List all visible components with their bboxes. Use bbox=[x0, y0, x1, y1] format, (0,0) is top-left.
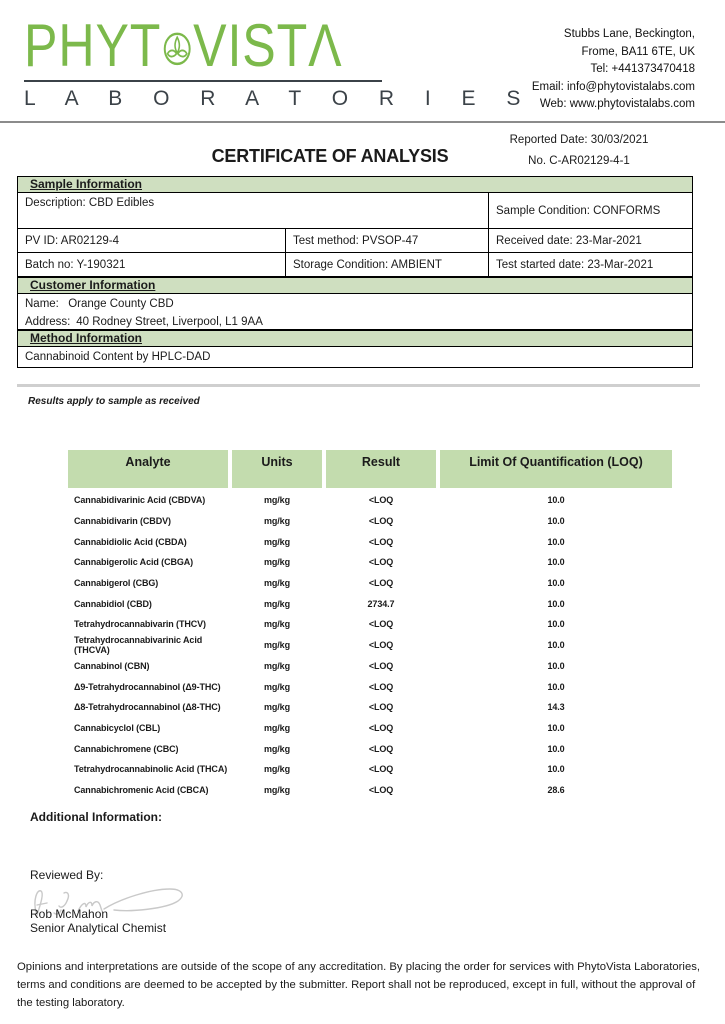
results-table bbox=[68, 450, 672, 800]
column-header-result: Result bbox=[326, 450, 436, 488]
analyte-cell: Tetrahydrocannabivarinic Acid (THCVA) bbox=[74, 635, 203, 656]
brand-logo bbox=[24, 11, 533, 111]
results-table-body bbox=[68, 490, 672, 800]
customer-name-line bbox=[25, 298, 685, 310]
table-row bbox=[68, 531, 672, 552]
column-header-units: Units bbox=[232, 450, 322, 488]
analyte-cell: Cannabidivarin (CBDV) bbox=[74, 516, 171, 527]
pv-id-cell: PV ID: AR02129-4 bbox=[18, 229, 286, 252]
logo-text-right: VIST bbox=[193, 11, 309, 80]
analyte-cell: Cannabichromenic Acid (CBCA) bbox=[74, 784, 209, 795]
sample-row-description bbox=[17, 193, 693, 229]
table-row bbox=[68, 490, 672, 511]
customer-address-line bbox=[25, 316, 685, 328]
loq-cell: 10.0 bbox=[547, 743, 565, 754]
received-date-cell: Received date: 23-Mar-2021 bbox=[496, 234, 642, 247]
contact-address-line2: Frome, BA11 6TE, UK bbox=[581, 45, 695, 58]
method-value: Cannabinoid Content by HPLC-DAD bbox=[25, 351, 211, 363]
units-cell: mg/kg bbox=[263, 516, 290, 527]
units-cell: mg/kg bbox=[263, 578, 290, 589]
analyte-cell: Cannabichromene (CBC) bbox=[74, 743, 179, 754]
customer-address-label: Address: bbox=[25, 316, 71, 328]
table-row bbox=[68, 780, 672, 801]
analyte-cell: Δ9-Tetrahydrocannabinol (Δ9-THC) bbox=[74, 681, 221, 692]
result-cell: <LOQ bbox=[368, 578, 394, 589]
loq-cell: 14.3 bbox=[547, 702, 565, 713]
customer-name-label: Name: bbox=[25, 298, 59, 310]
analyte-cell: Cannabicyclol (CBL) bbox=[74, 722, 161, 733]
loq-cell: 10.0 bbox=[547, 722, 565, 733]
table-row bbox=[68, 718, 672, 739]
units-cell: mg/kg bbox=[263, 557, 290, 568]
result-cell: 2734.7 bbox=[367, 598, 395, 609]
table-row bbox=[68, 738, 672, 759]
contact-web: Web: www.phytovistalabs.com bbox=[539, 98, 695, 110]
table-row bbox=[68, 676, 672, 697]
method-information-header: Method Information bbox=[17, 330, 693, 347]
table-row bbox=[68, 635, 672, 656]
result-cell: <LOQ bbox=[368, 743, 394, 754]
analyte-cell: Cannabinol (CBN) bbox=[74, 660, 150, 671]
reviewer-name: Rob McMahon bbox=[30, 907, 109, 921]
loq-cell: 10.0 bbox=[547, 557, 565, 568]
loq-cell: 10.0 bbox=[547, 516, 565, 527]
table-row bbox=[68, 573, 672, 594]
reviewer-title: Senior Analytical Chemist bbox=[30, 921, 167, 935]
result-cell: <LOQ bbox=[368, 619, 394, 630]
customer-name-value: Orange County CBD bbox=[68, 298, 174, 310]
analyte-cell: Cannabigerolic Acid (CBGA) bbox=[74, 557, 194, 568]
leaf-icon bbox=[163, 19, 191, 78]
table-row bbox=[68, 656, 672, 677]
sample-row-batch bbox=[17, 253, 693, 277]
units-cell: mg/kg bbox=[263, 640, 290, 651]
customer-address-value: 40 Rodney Street, Liverpool, L1 9AA bbox=[76, 316, 263, 328]
loq-cell: 10.0 bbox=[547, 598, 565, 609]
loq-cell: 10.0 bbox=[547, 578, 565, 589]
analyte-cell: Cannabigerol (CBG) bbox=[74, 578, 159, 589]
results-divider bbox=[17, 384, 700, 387]
units-cell: mg/kg bbox=[263, 495, 290, 506]
additional-information-label: Additional Information: bbox=[30, 810, 162, 824]
result-cell: <LOQ bbox=[368, 764, 394, 775]
result-cell: <LOQ bbox=[368, 784, 394, 795]
result-cell: <LOQ bbox=[368, 681, 394, 692]
table-row bbox=[68, 697, 672, 718]
analyte-cell: Tetrahydrocannabivarin (THCV) bbox=[74, 619, 206, 630]
column-header-loq: Limit Of Quantification (LOQ) bbox=[440, 450, 672, 488]
loq-cell: 10.0 bbox=[547, 619, 565, 630]
result-cell: <LOQ bbox=[368, 516, 394, 527]
customer-box bbox=[17, 294, 693, 330]
loq-cell: 10.0 bbox=[547, 640, 565, 651]
units-cell: mg/kg bbox=[263, 619, 290, 630]
table-row bbox=[68, 759, 672, 780]
results-note: Results apply to sample as received bbox=[28, 396, 200, 407]
customer-information-header: Customer Information bbox=[17, 277, 693, 294]
footer-disclaimer: Opinions and interpretations are outside of the scope of any accreditation. By placing the order for services with PhytoVista Laboratories, terms and conditions are deemed to be accepted by the submitter. Report shall not be reproduced, except in full, without the approval of the testing laboratory. bbox=[17, 961, 701, 1009]
loq-cell: 10.0 bbox=[547, 660, 565, 671]
method-box bbox=[17, 347, 693, 368]
result-cell: <LOQ bbox=[368, 640, 394, 651]
table-row bbox=[68, 614, 672, 635]
reviewed-by-label: Reviewed By: bbox=[30, 868, 104, 882]
sample-information-header: Sample Information bbox=[17, 176, 693, 193]
analyte-cell: Cannabidiolic Acid (CBDA) bbox=[74, 536, 187, 547]
sample-condition-cell: Sample Condition: CONFORMS bbox=[496, 204, 661, 217]
page-title: CERTIFICATE OF ANALYSIS bbox=[211, 146, 449, 166]
test-method-cell: Test method: PVSOP-47 bbox=[286, 229, 489, 252]
analyte-cell: Tetrahydrocannabinolic Acid (THCA) bbox=[74, 764, 228, 775]
info-panel bbox=[17, 176, 693, 368]
logo-text-left: PHYT bbox=[24, 11, 162, 80]
result-cell: <LOQ bbox=[368, 495, 394, 506]
loq-cell: 10.0 bbox=[547, 495, 565, 506]
sample-row-ids bbox=[17, 229, 693, 253]
result-cell: <LOQ bbox=[368, 557, 394, 568]
contact-tel: Tel: +441373470418 bbox=[590, 63, 695, 75]
test-started-cell: Test started date: 23-Mar-2021 bbox=[496, 258, 654, 271]
analyte-cell: Δ8-Tetrahydrocannabinol (Δ8-THC) bbox=[74, 702, 221, 713]
logo-wordmark bbox=[24, 11, 343, 80]
units-cell: mg/kg bbox=[263, 660, 290, 671]
logo-divider bbox=[24, 80, 382, 82]
header-divider bbox=[0, 121, 725, 123]
units-cell: mg/kg bbox=[263, 598, 290, 609]
reported-date: Reported Date: 30/03/2021 bbox=[509, 134, 649, 146]
loq-cell: 10.0 bbox=[547, 536, 565, 547]
contact-block bbox=[532, 26, 695, 114]
analyte-cell: Cannabidivarinic Acid (CBDVA) bbox=[74, 495, 206, 506]
units-cell: mg/kg bbox=[263, 784, 290, 795]
certificate-number: No. C-AR02129-4-1 bbox=[528, 155, 630, 167]
result-cell: <LOQ bbox=[368, 722, 394, 733]
units-cell: mg/kg bbox=[263, 681, 290, 692]
table-row bbox=[68, 593, 672, 614]
logo-subtitle: L A B O R A T O R I E S bbox=[24, 87, 533, 110]
logo-text-end: Λ bbox=[308, 11, 343, 80]
units-cell: mg/kg bbox=[263, 722, 290, 733]
result-cell: <LOQ bbox=[368, 660, 394, 671]
loq-cell: 10.0 bbox=[547, 764, 565, 775]
analyte-cell: Cannabidiol (CBD) bbox=[74, 598, 152, 609]
contact-email: Email: info@phytovistalabs.com bbox=[531, 80, 695, 93]
result-cell: <LOQ bbox=[368, 702, 394, 713]
loq-cell: 10.0 bbox=[547, 681, 565, 692]
table-row bbox=[68, 552, 672, 573]
column-header-analyte: Analyte bbox=[68, 450, 228, 488]
storage-condition-cell: Storage Condition: AMBIENT bbox=[286, 253, 489, 276]
result-cell: <LOQ bbox=[368, 536, 394, 547]
units-cell: mg/kg bbox=[263, 764, 290, 775]
table-row bbox=[68, 511, 672, 532]
batch-no-cell: Batch no: Y-190321 bbox=[18, 253, 286, 276]
results-table-header bbox=[68, 450, 672, 488]
units-cell: mg/kg bbox=[263, 743, 290, 754]
units-cell: mg/kg bbox=[263, 702, 290, 713]
contact-address-line1: Stubbs Lane, Beckington, bbox=[563, 28, 695, 40]
units-cell: mg/kg bbox=[263, 536, 290, 547]
description-cell: Description: CBD Edibles bbox=[18, 193, 489, 228]
loq-cell: 28.6 bbox=[547, 784, 565, 795]
